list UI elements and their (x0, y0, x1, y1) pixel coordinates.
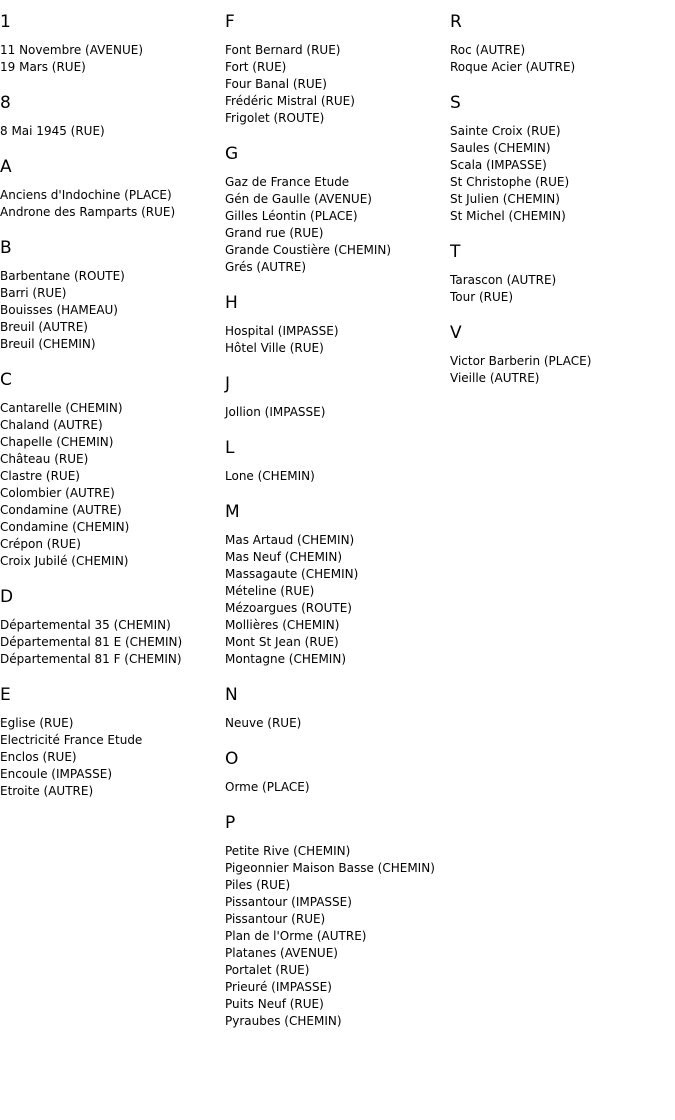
street-list-item: Grande Coustière (CHEMIN) (225, 243, 392, 257)
street-list-item: Victor Barberin (PLACE) (450, 354, 592, 368)
street-list-item: Hôtel Ville (RUE) (225, 341, 324, 355)
letter-section (0, 369, 225, 570)
street-list-item: Pissantour (IMPASSE) (225, 895, 352, 909)
street-list-item: Cantarelle (CHEMIN) (0, 401, 123, 415)
letter-heading: E (0, 685, 11, 705)
letter-section (225, 501, 450, 668)
street-list-item: Gaz de France Etude (225, 175, 350, 189)
index-column (225, 0, 450, 1120)
street-list-item: Lone (CHEMIN) (225, 469, 315, 483)
street-list-item: Départemental 35 (CHEMIN) (0, 618, 171, 632)
street-list-item: Clastre (RUE) (0, 469, 80, 483)
street-list (0, 715, 225, 800)
street-list-item: Scala (IMPASSE) (450, 158, 547, 172)
street-list-item: Petite Rive (CHEMIN) (225, 844, 351, 858)
street-list-item: Colombier (AUTRE) (0, 486, 115, 500)
index-column (450, 0, 675, 1120)
letter-heading: O (225, 749, 239, 769)
street-list (450, 272, 675, 306)
street-list-item: Androne des Ramparts (RUE) (0, 205, 176, 219)
street-list-item: Tarascon (AUTRE) (450, 273, 557, 287)
street-list-item: 11 Novembre (AVENUE) (0, 43, 143, 57)
street-list-item: St Michel (CHEMIN) (450, 209, 566, 223)
street-list-item: Condamine (AUTRE) (0, 503, 122, 517)
letter-heading: G (225, 144, 239, 164)
street-list-item: Pigeonnier Maison Basse (CHEMIN) (225, 861, 435, 875)
street-list-item: Gilles Léontin (PLACE) (225, 209, 358, 223)
street-list-item: Grand rue (RUE) (225, 226, 324, 240)
letter-heading: A (0, 157, 12, 177)
street-list-item: Chapelle (CHEMIN) (0, 435, 114, 449)
letter-heading: M (225, 502, 240, 522)
street-list-item: Roque Acier (AUTRE) (450, 60, 576, 74)
street-list-item: Prieuré (IMPASSE) (225, 980, 332, 994)
street-list (0, 187, 225, 221)
street-list-item: Château (RUE) (0, 452, 89, 466)
street-list (450, 353, 675, 387)
street-list (225, 42, 450, 127)
letter-heading: B (0, 238, 12, 258)
street-list-item: Enclos (RUE) (0, 750, 77, 764)
street-list-item: Anciens d'Indochine (PLACE) (0, 188, 172, 202)
street-list (0, 42, 225, 76)
street-list-item: Roc (AUTRE) (450, 43, 526, 57)
letter-section (225, 292, 450, 357)
street-list (225, 715, 450, 732)
street-list-item: Barri (RUE) (0, 286, 67, 300)
street-list-item: Mézoargues (ROUTE) (225, 601, 352, 615)
street-list-item: Mas Neuf (CHEMIN) (225, 550, 342, 564)
street-list-item: Vieille (AUTRE) (450, 371, 540, 385)
street-list (225, 174, 450, 276)
letter-heading: L (225, 438, 235, 458)
letter-heading: D (0, 587, 14, 607)
letter-section (450, 11, 675, 76)
street-list-item: Massagaute (CHEMIN) (225, 567, 359, 581)
letter-heading: F (225, 12, 235, 32)
letter-section (225, 11, 450, 127)
street-list-item: Frigolet (ROUTE) (225, 111, 325, 125)
street-list (0, 123, 225, 140)
street-list-item: Crépon (RUE) (0, 537, 81, 551)
letter-section (0, 237, 225, 353)
street-list-item: Encoule (IMPASSE) (0, 767, 113, 781)
letter-section (450, 241, 675, 306)
street-list-item: Sainte Croix (RUE) (450, 124, 561, 138)
street-list-item: Breuil (CHEMIN) (0, 337, 96, 351)
street-list-item: Condamine (CHEMIN) (0, 520, 130, 534)
street-list-item: Electricité France Etude (0, 733, 143, 747)
letter-heading: S (450, 93, 461, 113)
street-list-item: Breuil (AUTRE) (0, 320, 88, 334)
letter-section (0, 92, 225, 140)
street-list-item: Etroite (AUTRE) (0, 784, 94, 798)
letter-heading: 8 (0, 93, 11, 113)
letter-heading: N (225, 685, 238, 705)
letter-section (450, 322, 675, 387)
street-list-item: Piles (RUE) (225, 878, 291, 892)
street-list-item: 8 Mai 1945 (RUE) (0, 124, 105, 138)
street-list (225, 843, 450, 1030)
street-list-item: Pissantour (RUE) (225, 912, 326, 926)
street-list-item: Platanes (AVENUE) (225, 946, 338, 960)
letter-section (225, 684, 450, 732)
letter-section (0, 156, 225, 221)
street-list-item: Croix Jubilé (CHEMIN) (0, 554, 129, 568)
street-list (450, 123, 675, 225)
street-list-item: Montagne (CHEMIN) (225, 652, 346, 666)
letter-heading: J (225, 374, 231, 394)
letter-heading: P (225, 813, 236, 833)
letter-heading: R (450, 12, 462, 32)
street-list-item: St Julien (CHEMIN) (450, 192, 560, 206)
street-list-item: Four Banal (RUE) (225, 77, 327, 91)
street-list-item: Bouisses (HAMEAU) (0, 303, 118, 317)
street-list (0, 617, 225, 668)
street-list-item: Départemental 81 F (CHEMIN) (0, 652, 182, 666)
letter-section (450, 92, 675, 225)
street-list-item: Plan de l'Orme (AUTRE) (225, 929, 367, 943)
letter-heading: V (450, 323, 462, 343)
street-list-item: Frédéric Mistral (RUE) (225, 94, 355, 108)
street-list-item: Pyraubes (CHEMIN) (225, 1014, 342, 1028)
street-list-item: Jollion (IMPASSE) (225, 405, 326, 419)
street-list-item: Font Bernard (RUE) (225, 43, 341, 57)
street-list (0, 268, 225, 353)
street-list-item: Saules (CHEMIN) (450, 141, 551, 155)
street-list (450, 42, 675, 76)
letter-heading: H (225, 293, 238, 313)
letter-heading: 1 (0, 12, 11, 32)
street-list-item: Portalet (RUE) (225, 963, 310, 977)
street-list-item: Orme (PLACE) (225, 780, 310, 794)
letter-section (0, 684, 225, 800)
letter-section (225, 437, 450, 485)
street-list-item: Mas Artaud (CHEMIN) (225, 533, 355, 547)
letter-section (225, 373, 450, 421)
street-list (225, 323, 450, 357)
letter-section (0, 586, 225, 668)
street-list (225, 532, 450, 668)
street-list-item: Mételine (RUE) (225, 584, 315, 598)
street-list-item: Barbentane (ROUTE) (0, 269, 125, 283)
street-list-item: Puits Neuf (RUE) (225, 997, 324, 1011)
street-list-item: Mollières (CHEMIN) (225, 618, 340, 632)
street-list (225, 779, 450, 796)
letter-heading: T (450, 242, 461, 262)
letter-heading: C (0, 370, 12, 390)
street-list-item: Chaland (AUTRE) (0, 418, 103, 432)
street-list-item: 19 Mars (RUE) (0, 60, 86, 74)
street-list (225, 468, 450, 485)
street-list-item: Eglise (RUE) (0, 716, 74, 730)
street-list-item: Mont St Jean (RUE) (225, 635, 339, 649)
index-column (0, 0, 225, 1120)
street-list (225, 404, 450, 421)
street-list-item: Gén de Gaulle (AVENUE) (225, 192, 372, 206)
letter-section (225, 143, 450, 276)
letter-section (225, 812, 450, 1030)
street-list-item: Fort (RUE) (225, 60, 287, 74)
letter-section (225, 748, 450, 796)
street-list-item: Tour (RUE) (450, 290, 514, 304)
street-list (0, 400, 225, 570)
street-list-item: Hospital (IMPASSE) (225, 324, 339, 338)
street-list-item: Grés (AUTRE) (225, 260, 307, 274)
letter-section (0, 11, 225, 76)
street-list-item: St Christophe (RUE) (450, 175, 570, 189)
street-list-item: Départemental 81 E (CHEMIN) (0, 635, 183, 649)
street-list-item: Neuve (RUE) (225, 716, 302, 730)
